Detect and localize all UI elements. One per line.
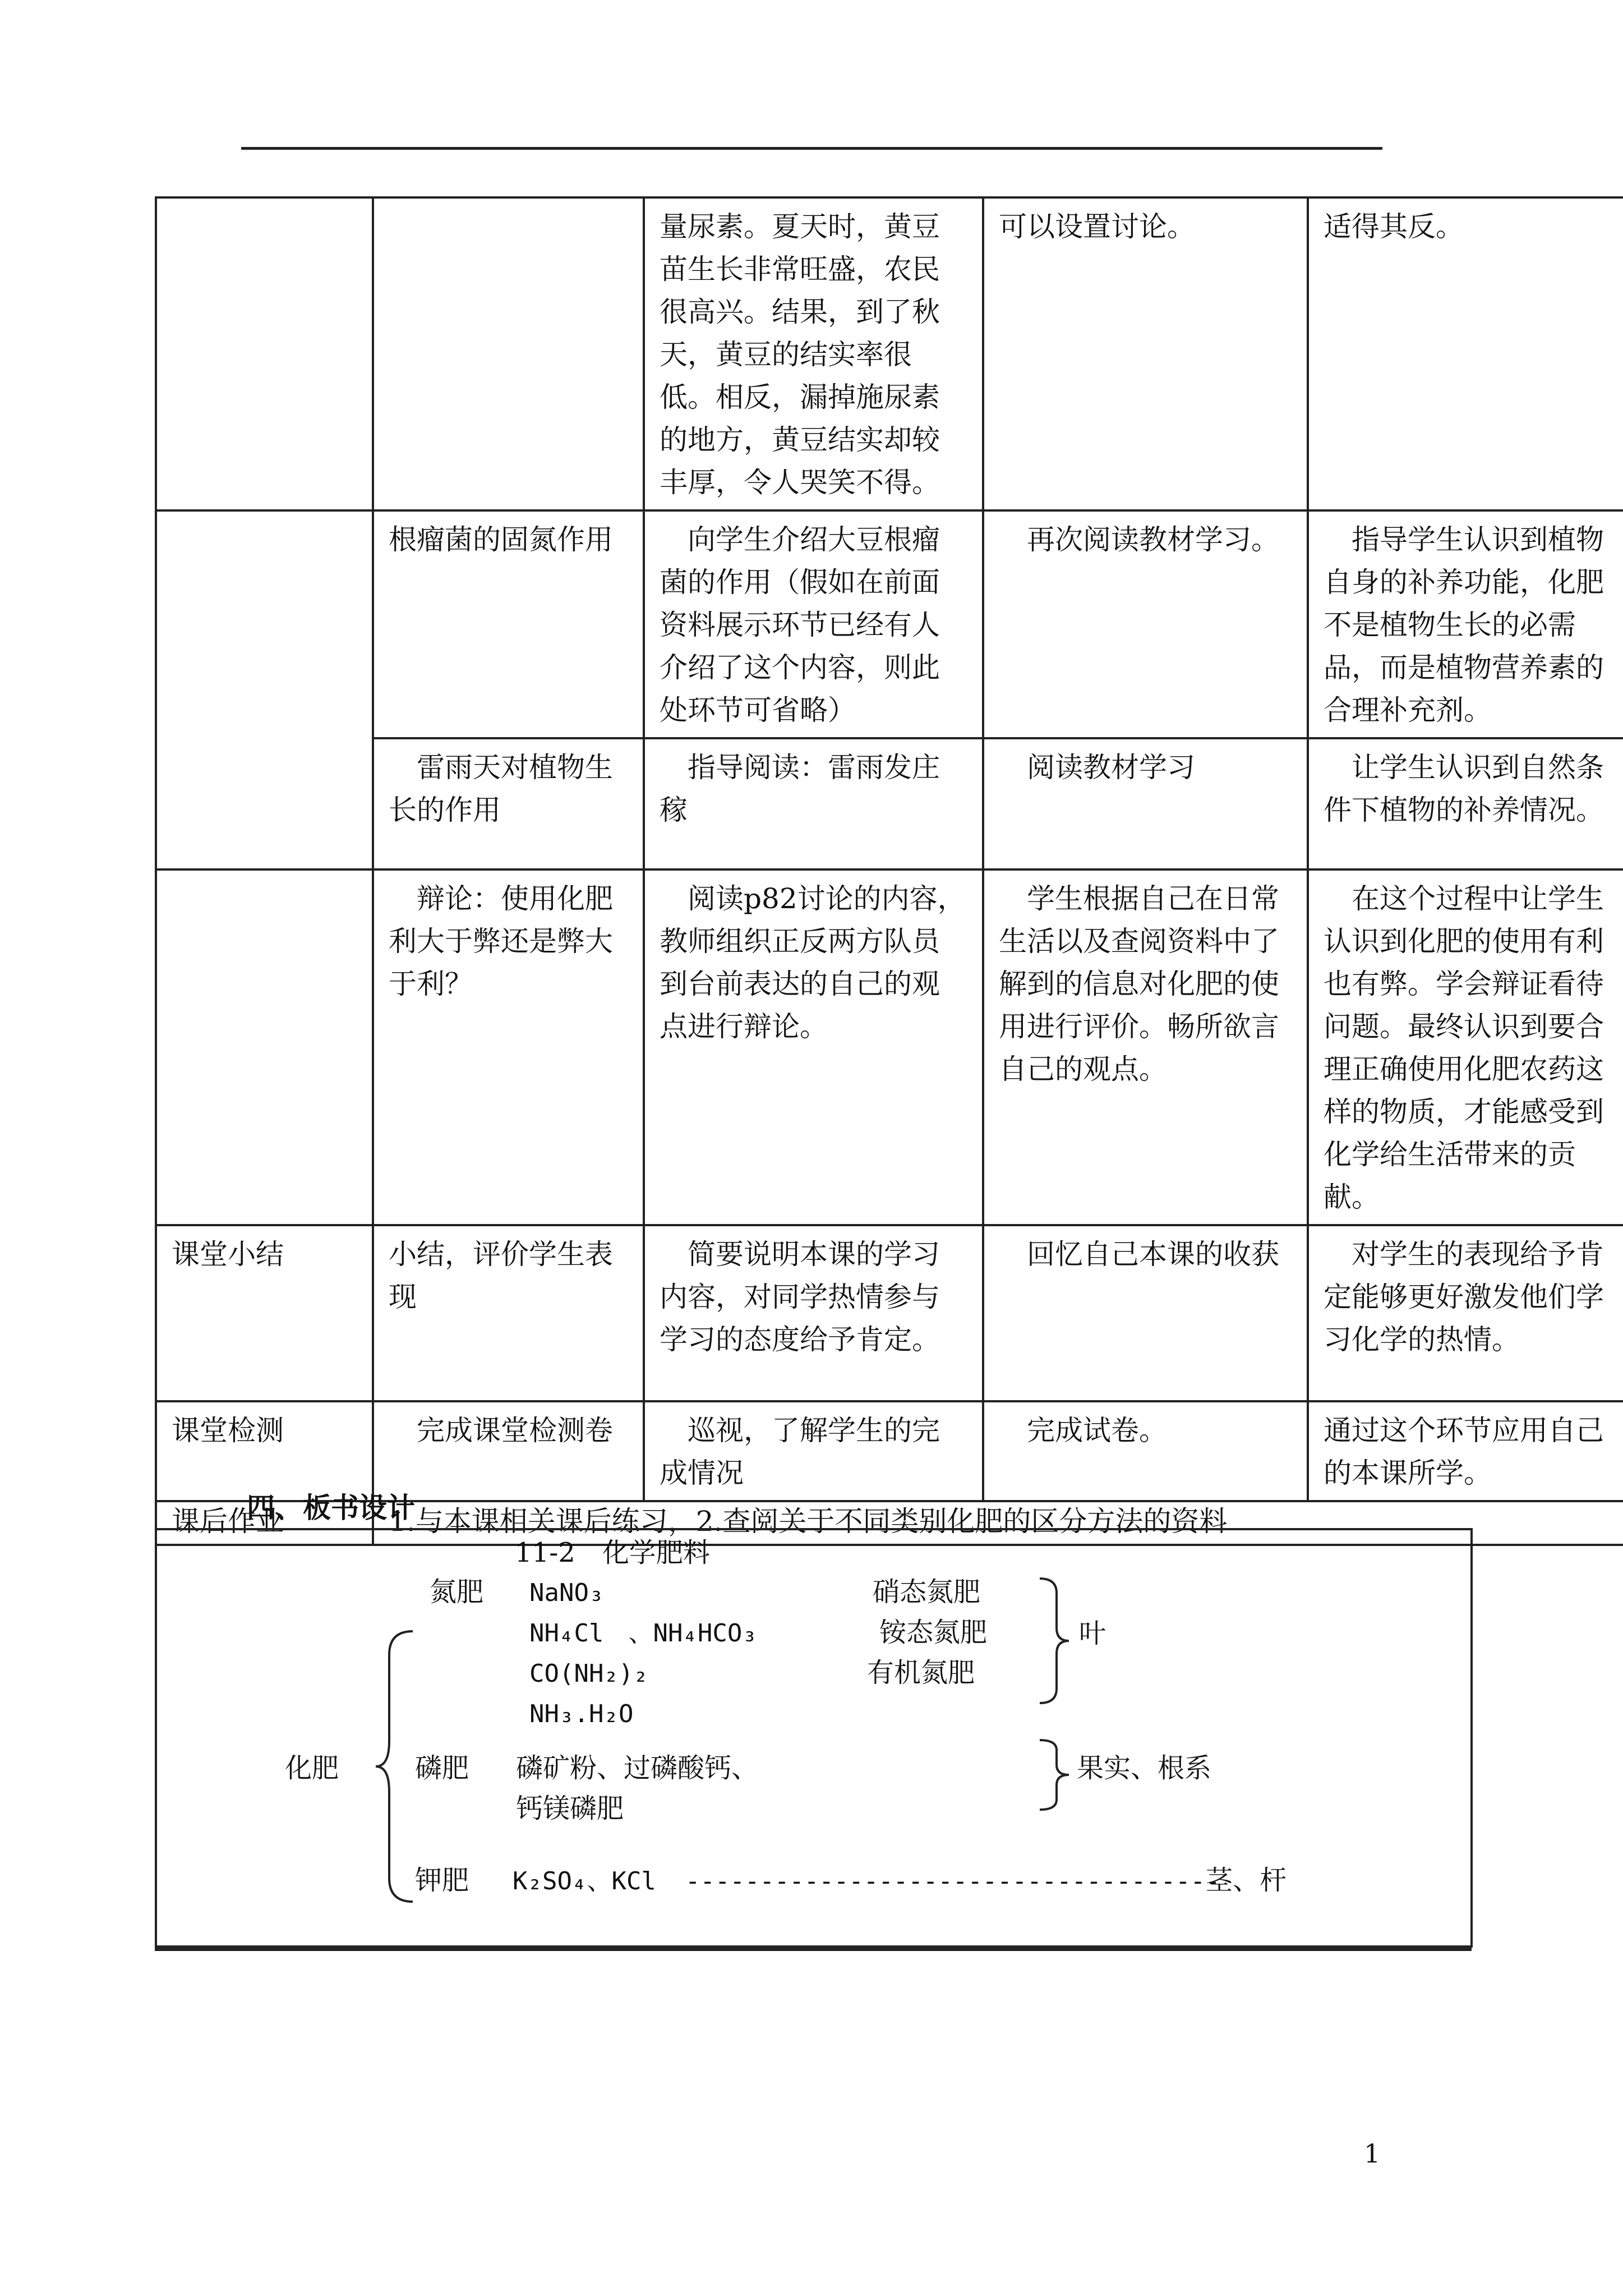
table-cell: 阅读p82讨论的内容，教师组织正反两方队员到台前表达的自己的观点进行辩论。 xyxy=(644,869,983,1225)
table-cell: 让学生认识到自然条件下植物的补养情况。 xyxy=(1308,738,1623,869)
table-cell: 通过这个环节应用自己的本课所学。 xyxy=(1308,1401,1623,1501)
table-cell: 巡视，了解学生的完成情况 xyxy=(644,1401,983,1501)
table-cell: 根瘤菌的固氮作用 xyxy=(373,510,644,738)
table-cell: 指导阅读：雷雨发庄稼 xyxy=(644,738,983,869)
left-brace-icon xyxy=(372,1629,417,1904)
table-cell: 1.与本课相关课后练习，2.查阅关于不同类别化肥的区分方法的资料 xyxy=(373,1501,1623,1545)
table-row xyxy=(156,510,1623,738)
potassium-effect: 茎、杆 xyxy=(1206,1865,1287,1896)
table-cell xyxy=(156,510,373,869)
table-row xyxy=(156,1225,1623,1401)
phosphate-effect: 果实、根系 xyxy=(1077,1752,1212,1784)
table-cell: 适得其反。 xyxy=(1308,197,1623,510)
table-row xyxy=(156,197,1623,510)
table-cell: 指导学生认识到植物自身的补养功能，化肥不是植物生长的必需品，而是植物营养素的合理补充剂。 xyxy=(1308,510,1623,738)
nitrogen-type: 有机氮肥 xyxy=(867,1657,975,1688)
potassium-fertilizer-label: 钾肥 xyxy=(415,1865,469,1896)
nitrogen-item: NH₄Cl 、NH₄HCO₃ xyxy=(529,1619,757,1648)
nitrogen-type: 硝态氮肥 xyxy=(873,1576,981,1608)
table-row xyxy=(156,869,1623,1225)
table-cell: 完成试卷。 xyxy=(983,1401,1308,1501)
nitrogen-type: 铵态氮肥 xyxy=(879,1617,988,1648)
board-bottom-rule xyxy=(155,1948,1472,1951)
lesson-plan-table xyxy=(155,196,1623,1546)
fertilizer-root-label: 化肥 xyxy=(285,1752,339,1784)
nitrogen-effect: 叶 xyxy=(1079,1618,1106,1649)
phosphate-item: 钙镁磷肥 xyxy=(516,1793,624,1824)
header-rule xyxy=(241,147,1382,150)
table-cell: 回忆自己本课的收获 xyxy=(983,1225,1308,1401)
phosphate-item: 磷矿粉、过磷酸钙、 xyxy=(516,1752,759,1784)
nitrogen-item: NaNO₃ xyxy=(529,1579,604,1607)
table-cell: 对学生的表现给予肯定能够更好激发他们学习化学的热情。 xyxy=(1308,1225,1623,1401)
table-cell: 量尿素。夏天时，黄豆苗生长非常旺盛，农民很高兴。结果，到了秋天，黄豆的结实率很低。相反，漏掉施尿素的地方，黄豆结实却较丰厚，令人哭笑不得。 xyxy=(644,197,983,510)
board-title: 11-2 化学肥料 xyxy=(515,1537,710,1568)
nitrogen-item: CO(NH₂)₂ xyxy=(529,1659,648,1688)
page-number: 1 xyxy=(1364,2138,1381,2169)
table-cell xyxy=(156,197,373,510)
potassium-dashes: ------------------------------------ xyxy=(685,1867,1220,1895)
potassium-item: K₂SO₄、KCl xyxy=(513,1867,656,1895)
table-cell: 课堂小结 xyxy=(156,1225,373,1401)
table-cell: 小结，评价学生表现 xyxy=(373,1225,644,1401)
table-cell: 阅读教材学习 xyxy=(983,738,1308,869)
right-brace-icon xyxy=(1038,1738,1071,1812)
phosphate-fertilizer-label: 磷肥 xyxy=(415,1752,469,1784)
table-cell: 简要说明本课的学习内容，对同学热情参与学习的态度给予肯定。 xyxy=(644,1225,983,1401)
nitrogen-item: NH₃.H₂O xyxy=(529,1700,634,1728)
table-cell: 课后作业 xyxy=(156,1501,373,1545)
table-cell xyxy=(156,869,373,1225)
table-cell: 课堂检测 xyxy=(156,1401,373,1501)
section-title: 四、板书设计 xyxy=(247,1492,415,1524)
table-row xyxy=(156,738,1623,869)
table-cell: 完成课堂检测卷 xyxy=(373,1401,644,1501)
table-row xyxy=(156,1401,1623,1501)
right-brace-icon xyxy=(1038,1576,1071,1705)
table-cell: 雷雨天对植物生长的作用 xyxy=(373,738,644,869)
table-cell: 学生根据自己在日常生活以及查阅资料中了解到的信息对化肥的使用进行评价。畅所欲言自己的观点。 xyxy=(983,869,1308,1225)
table-cell: 辩论：使用化肥利大于弊还是弊大于利？ xyxy=(373,869,644,1225)
nitrogen-fertilizer-label: 氮肥 xyxy=(430,1576,484,1608)
table-cell: 可以设置讨论。 xyxy=(983,197,1308,510)
table-cell: 向学生介绍大豆根瘤菌的作用（假如在前面资料展示环节已经有人介绍了这个内容，则此处环节可省略） xyxy=(644,510,983,738)
table-cell: 在这个过程中让学生认识到化肥的使用有利也有弊。学会辩证看待问题。最终认识到要合理正确使用化肥农药这样的物质，才能感受到化学给生活带来的贡献。 xyxy=(1308,869,1623,1225)
table-cell xyxy=(373,197,644,510)
table-cell: 再次阅读教材学习。 xyxy=(983,510,1308,738)
